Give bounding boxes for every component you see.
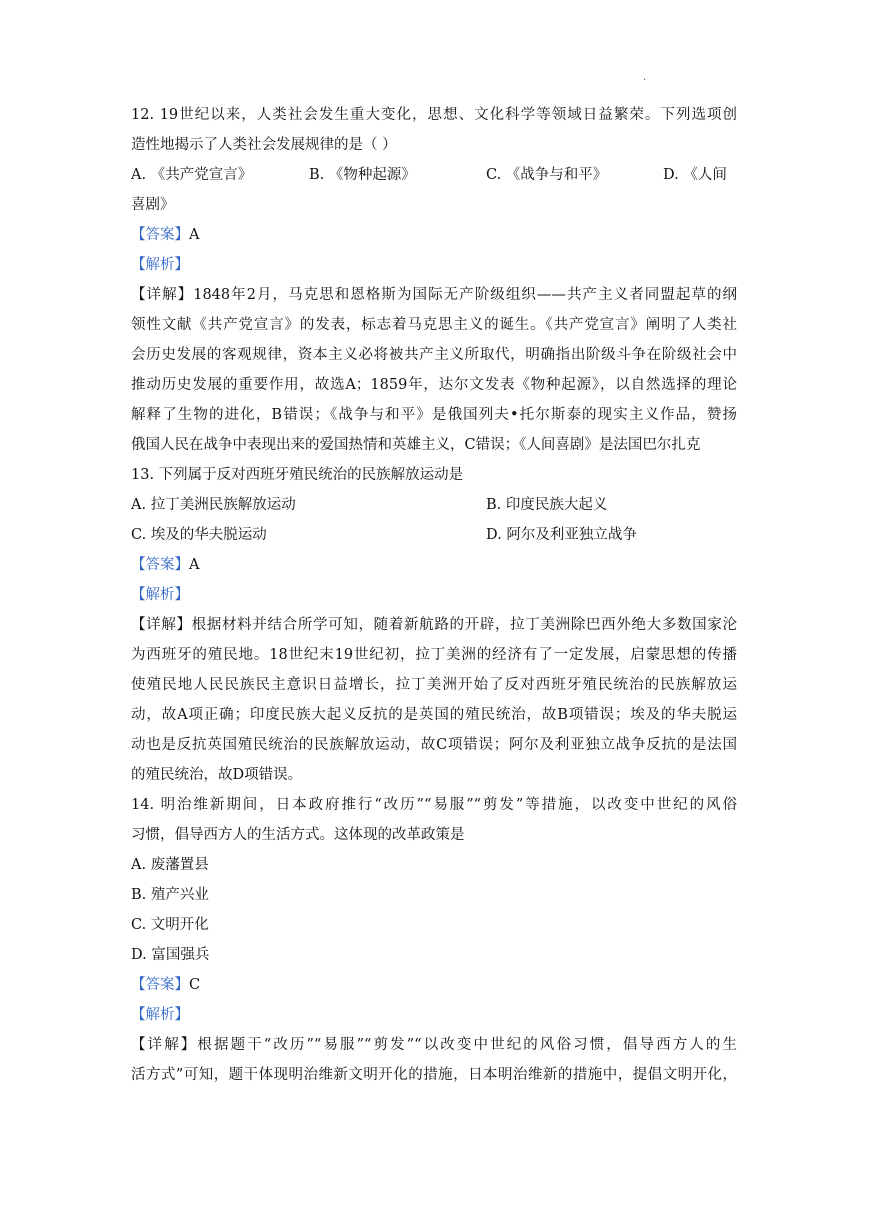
q14-answer-value: C bbox=[189, 977, 201, 993]
analysis-tag: 【解析】 bbox=[131, 1007, 189, 1023]
q12-option-b[interactable]: B. 《物种起源》 bbox=[309, 167, 416, 183]
answer-tag: 【答案】 bbox=[131, 977, 189, 993]
q12-options-row bbox=[131, 160, 737, 190]
q12-detail-line3: 会历史发展的客观规律，资本主义必将被共产主义所取代，明确指出阶级斗争在阶级社会中 bbox=[131, 347, 737, 363]
q12-stem-line2: 造性地揭示了人类社会发展规律的是（ ） bbox=[131, 137, 397, 153]
q13-analysis bbox=[131, 580, 737, 610]
q14-detail-line2: 活方式”可知，题干体现明治维新文明开化的措施，日本明治维新的措施中，提倡文明开化， bbox=[131, 1067, 737, 1083]
q12-detail-line5: 解释了生物的进化，B错误；《战争与和平》是俄国列夫•托尔斯泰的现实主义作品，赞扬 bbox=[131, 407, 737, 423]
q13-answer-value: A bbox=[189, 557, 200, 573]
detail-tag: 【详解】 bbox=[131, 287, 194, 303]
q13-options-row2 bbox=[131, 520, 737, 550]
analysis-tag: 【解析】 bbox=[131, 257, 189, 273]
q14-option-a[interactable]: A. 废藩置县 bbox=[131, 857, 209, 873]
q12-stem-line1: 12. 19世纪以来，人类社会发生重大变化，思想、文化科学等领域日益繁荣。下列选项创 bbox=[131, 107, 737, 123]
q12-detail-line6: 俄国人民在战争中表现出来的爱国热情和英雄主义，C错误；《人间喜剧》是法国巴尔扎克 bbox=[131, 437, 701, 453]
analysis-tag: 【解析】 bbox=[131, 587, 189, 603]
detail-tag: 【详解】 bbox=[131, 617, 192, 633]
q13-options-row1 bbox=[131, 490, 737, 520]
q13-detail-line6: 的殖民统治，故D项错误。 bbox=[131, 767, 303, 783]
q12-answer bbox=[131, 220, 737, 250]
answer-tag: 【答案】 bbox=[131, 557, 189, 573]
q13-detail-line3: 使殖民地人民民族民主意识日益增长，拉丁美洲开始了反对西班牙殖民统治的民族解放运 bbox=[131, 677, 737, 693]
q14-stem-line2: 习惯，倡导西方人的生活方式。这体现的改革政策是 bbox=[131, 827, 465, 843]
q12-detail-line2: 领性文献《共产党宣言》的发表，标志着马克思主义的诞生。《共产党宣言》阐明了人类社 bbox=[131, 317, 737, 333]
q13-detail-line1: 【详解】根据材料并结合所学可知，随着新航路的开辟，拉丁美洲除巴西外绝大多数国家沦 bbox=[131, 617, 737, 633]
q12-detail-line1: 【详解】1848年2月，马克思和恩格斯为国际无产阶级组织——共产主义者同盟起草的纲 bbox=[131, 287, 737, 303]
header-dot: . bbox=[643, 72, 647, 83]
q13-option-d[interactable]: D. 阿尔及利亚独立战争 bbox=[486, 527, 637, 543]
q12-option-d-cont: 喜剧》 bbox=[131, 197, 175, 213]
q14-option-d[interactable]: D. 富国强兵 bbox=[131, 947, 210, 963]
q13-detail-line4: 动，故A项正确；印度民族大起义反抗的是英国的殖民统治，故B项错误；埃及的华夫脱运 bbox=[131, 707, 737, 723]
q13-option-c[interactable]: C. 埃及的华夫脱运动 bbox=[131, 527, 267, 543]
q13-detail-line5: 动也是反抗英国殖民统治的民族解放运动，故C项错误；阿尔及利亚独立战争反抗的是法国 bbox=[131, 737, 737, 753]
content bbox=[131, 100, 737, 1090]
q14-analysis bbox=[131, 1000, 737, 1030]
q13-option-a[interactable]: A. 拉丁美洲民族解放运动 bbox=[131, 497, 296, 513]
q13-option-b[interactable]: B. 印度民族大起义 bbox=[486, 497, 608, 513]
q14-option-b[interactable]: B. 殖产兴业 bbox=[131, 887, 209, 903]
detail-tag: 【详解】 bbox=[131, 1037, 198, 1053]
q13-detail-line2: 为西班牙的殖民地。18世纪末19世纪初，拉丁美洲的经济有了一定发展，启蒙思想的传播 bbox=[131, 647, 737, 663]
q13-answer bbox=[131, 550, 737, 580]
q12-option-a[interactable]: A. 《共产党宣言》 bbox=[131, 167, 253, 183]
q12-analysis bbox=[131, 250, 737, 280]
q14-answer bbox=[131, 970, 737, 1000]
q12-option-d[interactable]: D. 《人间 bbox=[663, 167, 727, 183]
q12-answer-value: A bbox=[189, 227, 200, 243]
q14-stem-line1: 14. 明治维新期间，日本政府推行“改历”“易服”“剪发”等措施，以改变中世纪的风俗 bbox=[131, 797, 737, 813]
q13-stem: 13. 下列属于反对西班牙殖民统治的民族解放运动是 bbox=[131, 467, 464, 483]
answer-tag: 【答案】 bbox=[131, 227, 189, 243]
q14-option-c[interactable]: C. 文明开化 bbox=[131, 917, 209, 933]
q14-detail-line1: 【详解】根据题干“改历”“易服”“剪发”“以改变中世纪的风俗习惯，倡导西方人的生 bbox=[131, 1037, 737, 1053]
q12-detail-line4: 推动历史发展的重要作用，故选A；1859年，达尔文发表《物种起源》，以自然选择的理论 bbox=[131, 377, 737, 393]
q12-option-c[interactable]: C. 《战争与和平》 bbox=[486, 167, 608, 183]
